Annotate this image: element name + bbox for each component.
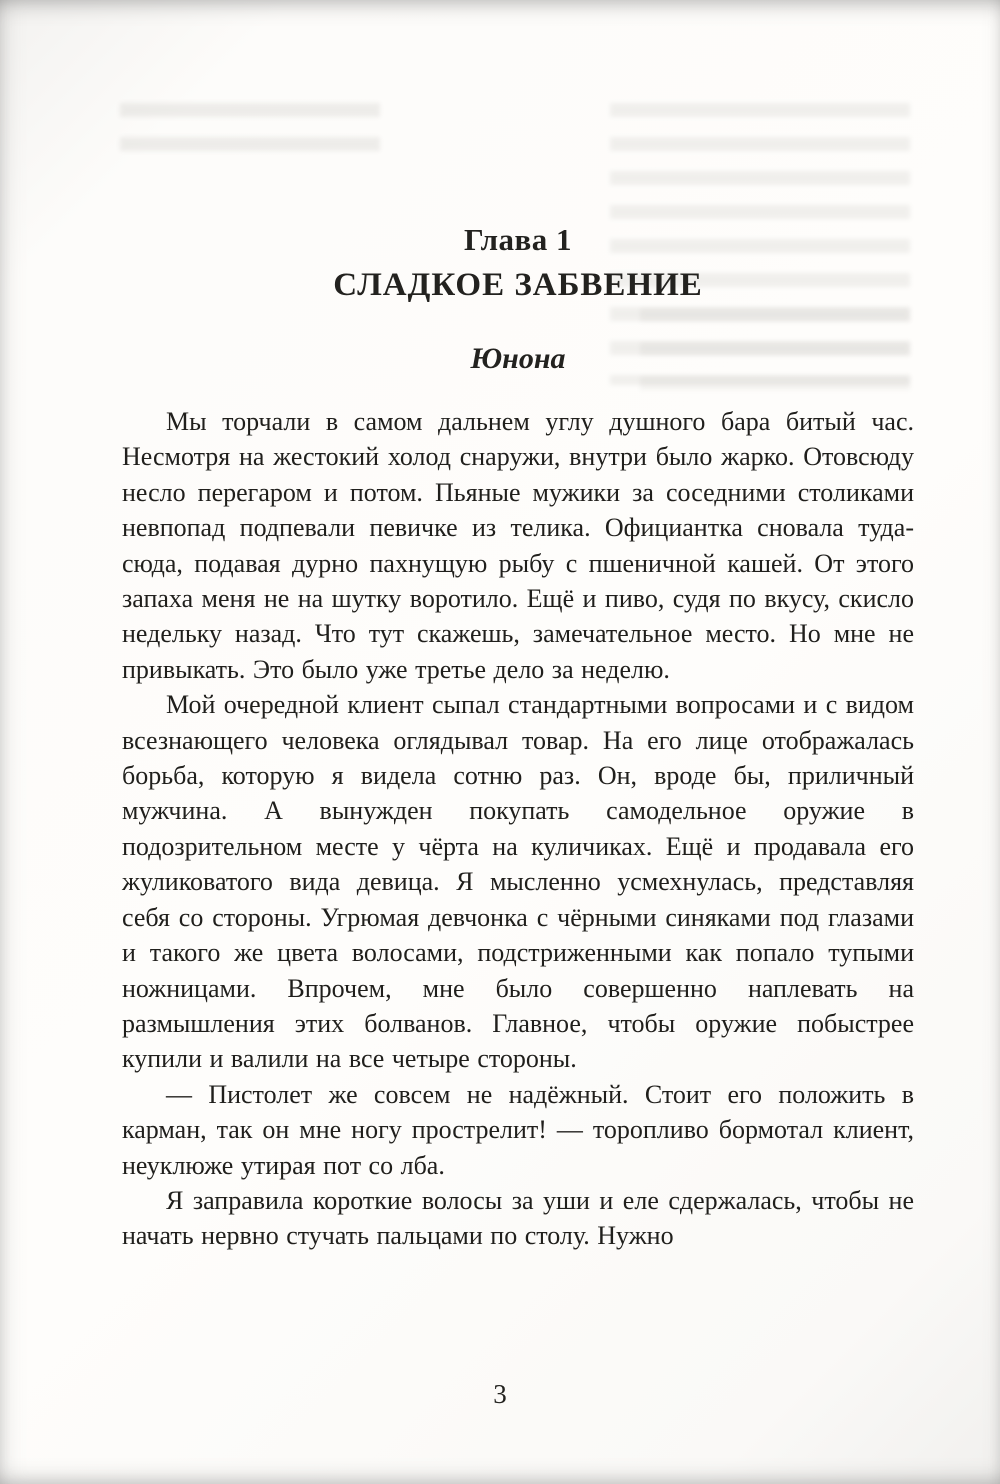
body-text [122, 404, 914, 1254]
chapter-title: СЛАДКОЕ ЗАБВЕНИЕ [333, 267, 703, 303]
section-heading: Юнона [470, 342, 566, 375]
chapter-label: Глава 1 [463, 222, 573, 257]
paragraph: Мы торчали в самом дальнем углу душного бара битый час. Несмотря на жестокий холод снаружи, внутри было жарко. Отовсюду несло перегаром и потом. Пьяные мужики за соседними столиками невпопад подпевали певичке из телика. Официантка сновала туда-сюда, подавая дурно пахнущую рыбу с пшеничной кашей. От этого запаха меня не на шутку воротило. Ещё и пиво, судя по вкусу, скисло недельку назад. Что тут скажешь, замечательное место. Но мне не привыкать. Это было уже третье дело за неделю. [122, 407, 914, 684]
paragraph: Мой очередной клиент сыпал стандартными вопросами и с видом всезнающего человека оглядывал товар. На его лице отображалась борьба, которую я видела сотню раз. Он, вроде бы, приличный мужчина. А вынужден покупать самодельное оружие в подозрительном месте у чёрта на куличиках. Ещё и продавала его жуликоватого вида девица. Я мысленно усмехнулась, представляя себя со стороны. Угрюмая девчонка с чёрными синяками под глазами и такого же цвета волосами, подстриженными как попало тупыми ножницами. Впрочем, мне было совершенно наплевать на размышления этих болванов. Главное, чтобы оружие побыстрее купили и валили на все четыре стороны. [122, 690, 914, 1074]
paragraph: Я заправила короткие волосы за уши и еле сдержалась, чтобы не начать нервно стучать пальцами по столу. Нужно [122, 1185, 914, 1251]
paragraph: — Пистолет же совсем не надёжный. Стоит его положить в карман, так он мне ногу прострелит! — торопливо бормотал клиент, неуклюже утирая пот со лба. [122, 1079, 914, 1180]
page-number: 3 [493, 1379, 507, 1409]
